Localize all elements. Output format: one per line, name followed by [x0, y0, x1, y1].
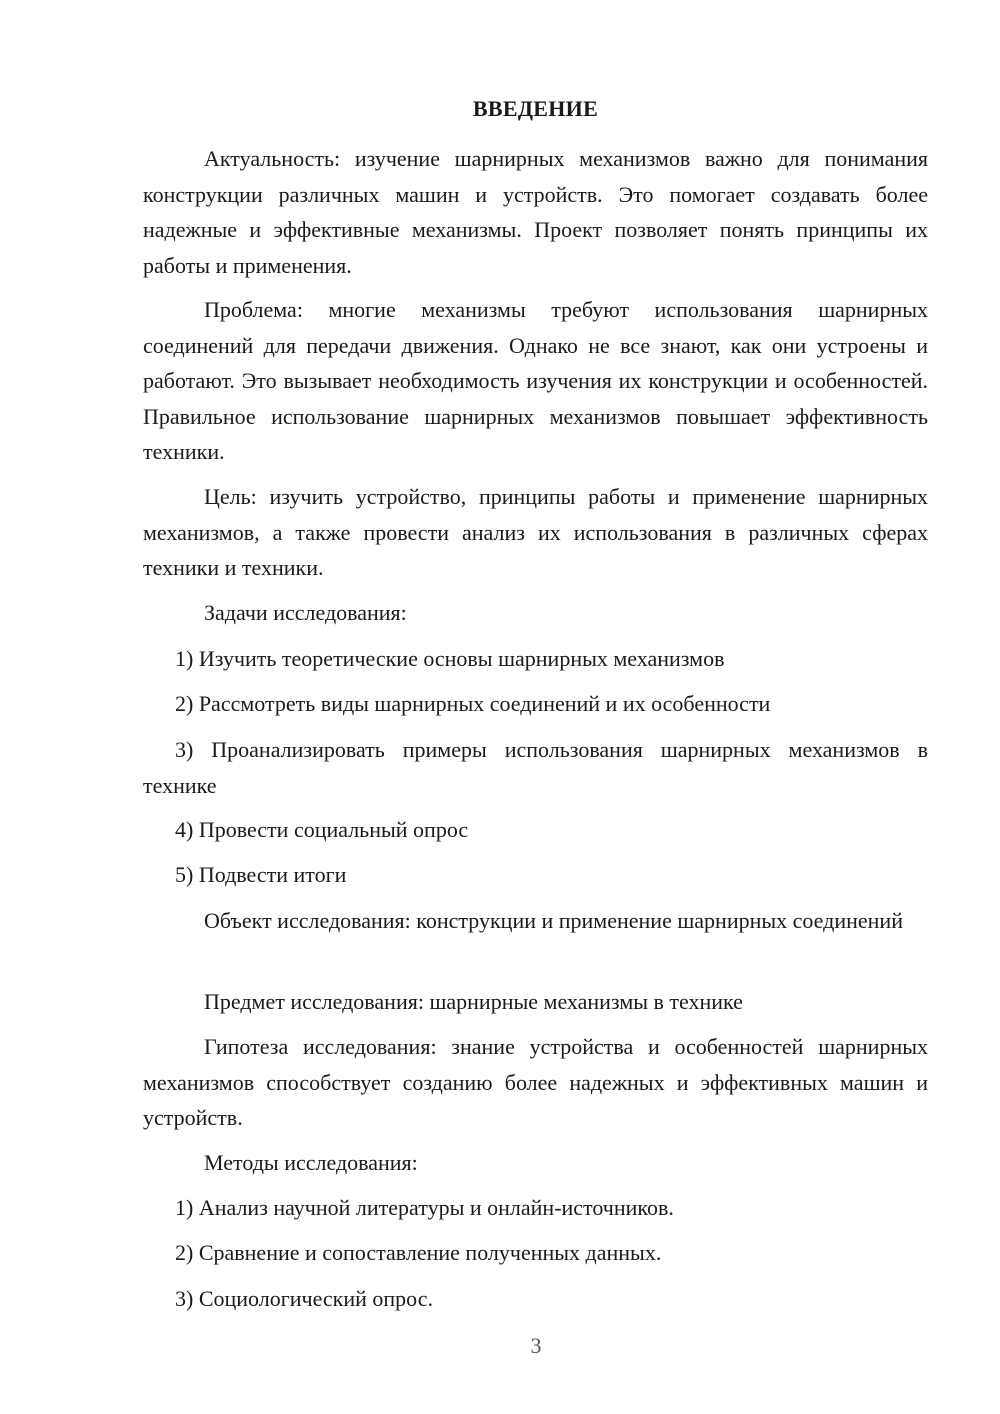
task-item-2: 2) Рассмотреть виды шарнирных соединений и их особенности [175, 691, 771, 716]
object-paragraph: Объект исследования: конструкции и применение шарнирных соединений [204, 908, 903, 933]
goal-paragraph: Цель: изучить устройство, принципы работы и применение шарнирных механизмов, а также провести анализ их использования в различных сферах техники и техники. [143, 484, 928, 580]
method-item-3: 3) Социологический опрос. [175, 1286, 433, 1311]
task-item-5: 5) Подвести итоги [175, 862, 347, 887]
task-item-1: 1) Изучить теоретические основы шарнирных механизмов [175, 646, 725, 671]
problem-paragraph: Проблема: многие механизмы требуют использования шарнирных соединений для передачи движения. Однако не все знают, как они устроены и работают. Это вызывает необходимость изучения их конструкции и особенностей. Правильное использование шарнирных механизмов повышает эффективность техники. [143, 297, 928, 464]
page-number: 3 [530, 1333, 542, 1358]
methods-heading: Методы исследования: [204, 1150, 418, 1175]
subject-paragraph: Предмет исследования: шарнирные механизмы в технике [204, 989, 743, 1014]
page-title: ВВЕДЕНИЕ [472, 96, 599, 121]
method-item-2: 2) Сравнение и сопоставление полученных данных. [175, 1240, 662, 1265]
tasks-heading: Задачи исследования: [204, 600, 407, 625]
task-item-4: 4) Провести социальный опрос [175, 817, 469, 842]
hypothesis-paragraph: Гипотеза исследования: знание устройства и особенностей шарнирных механизмов способствует созданию более надежных и эффективных машин и устройств. [143, 1034, 928, 1130]
task-item-3: 3) Проанализировать примеры использования шарнирных механизмов в технике [143, 737, 928, 798]
method-item-1: 1) Анализ научной литературы и онлайн-источников. [175, 1195, 674, 1220]
relevance-paragraph: Актуальность: изучение шарнирных механизмов важно для понимания конструкции различных машин и устройств. Это помогает создавать более надежные и эффективные механизмы. Проект позволяет понять принципы их работы и применения. [143, 146, 928, 278]
